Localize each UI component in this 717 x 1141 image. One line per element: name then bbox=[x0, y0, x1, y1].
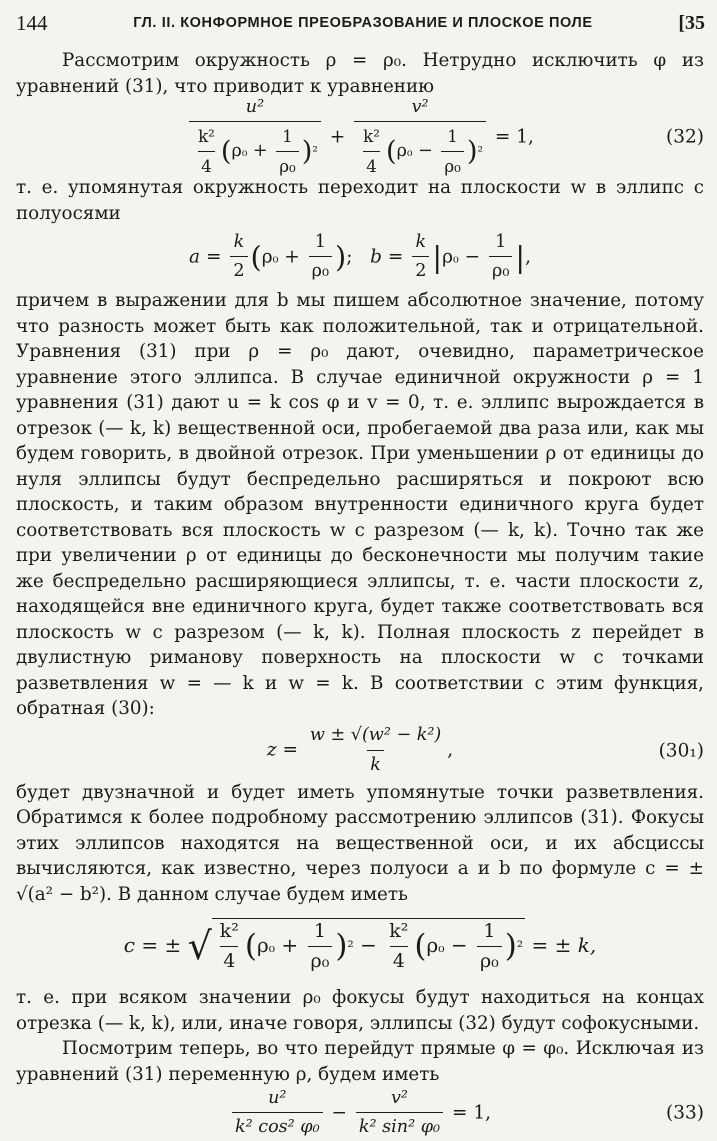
eq33-rhs: = 1, bbox=[451, 1102, 492, 1123]
running-header bbox=[16, 10, 705, 36]
equation-33: $\frac{\text{u²}}{\text{k² cos² φ₀}}$ − $\frac{\text{v²}}{\text{k² sin² φ₀}}$ = 1, (33) bbox=[16, 1087, 704, 1139]
equation-focus: c = ± √ $\frac{\text{k²}}{4}$ (ρ₀ + $\frac{1}{\text{ρ₀}}$ )² − $\frac{\text{k²}}{4}$ (ρ₀ − $\frac{1}{\text{ρ₀}}$ )² = ± k, bbox=[16, 907, 704, 985]
page-number: 144 bbox=[16, 10, 48, 35]
eq30-lhs: z = bbox=[266, 739, 298, 761]
eq32-rhs: = 1, bbox=[494, 126, 534, 147]
section-number: [35 bbox=[678, 11, 705, 34]
semiaxis-b-lhs: b = bbox=[370, 246, 404, 267]
eq32-numerator-2: v² bbox=[411, 96, 429, 117]
focus-lhs: c = ± bbox=[123, 933, 182, 957]
paragraph-3: причем в выражении для b мы пишем абсолютное значение, потому что разность может быть как положительной, так и отрицательной. Уравнения (31) при ρ = ρ₀ дают, очевидно, параметрическое уравнение этого эллипса. В случае единичной окружности ρ = 1 уравнения (31) дают u = k cos φ и v = 0, т. е. эллипс вырождается в отрезок (— k, k) вещественной оси, пробегаемой два раза или, как мы будем говорить, в двойной отрезок. При уменьшении ρ от единицы до нуля эллипсы будут беспредельно расширяться и покроют всю плоскость, и таким образом внутренности единичного круга будет соответствовать вся плоскость w с разрезом (— k, k). Точно так же при увеличении ρ от единицы до бесконечности мы получим такие же беспредельно расширяющиеся эллипсы, т. е. части плоскости z, находящейся вне единичного круга, будет также соответствовать вся плоскость w с разрезом (— k, k). Полная плоскость z перейдет в двулистную риманову поверхность на плоскости w с точками разветвления w = — k и w = k. В соответствии с этим функция, обратная (30): bbox=[16, 290, 704, 719]
equation-32-body: u² $\frac{\text{k²}}{4}$ (ρ₀ + $\frac{1}{\text{ρ₀}}$ )² + v² $\frac{\text{k²}}{4}$ (ρ₀ − $\frac{1}{\text{ρ₀}}$ )² = 1, bbox=[186, 95, 534, 180]
fraction-v: v² $\frac{\text{k²}}{4}$ (ρ₀ − $\frac{1}{\text{ρ₀}}$ )² bbox=[354, 95, 486, 180]
eq33-numerator-2: v² bbox=[391, 1087, 408, 1108]
equation-label-30-1: (30₁) bbox=[658, 739, 704, 761]
equation-label-33: (33) bbox=[666, 1102, 704, 1124]
equation-label-32: (32) bbox=[666, 126, 704, 148]
equation-30-1: z = $\frac{\text{w ± √(w² − k²)}}{k}$ , (30₁) bbox=[16, 722, 704, 780]
eq33-numerator-1: u² bbox=[268, 1087, 287, 1108]
paragraph-1: Рассмотрим окружность ρ = ρ₀. Нетрудно исключить φ из уравнений (31), что приводит к уравнению bbox=[16, 50, 704, 97]
equation-semiaxes: a = $\frac{k}{2}$ (ρ₀ + $\frac{1}{\text{ρ₀}}$ ); b = $\frac{k}{2}$ |ρ₀ − $\frac{1}{\text{ρ₀}}$ |, bbox=[16, 226, 704, 288]
paragraph-4: будет двузначной и будет иметь упомянутые точки разветвления. Обратимся к более подробному рассмотрению эллипсов (31). Фокусы этих эллипсов находятся на вещественной оси, и их абсциссы вычисляются, как известно, через полуоси a и b по формуле c = ± √(a² − b²). В данном случае будем иметь bbox=[16, 781, 704, 905]
eq30-numerator: w ± √(w² − k²) bbox=[309, 725, 442, 745]
paragraph-5: т. е. при всяком значении ρ₀ фокусы будут находиться на концах отрезка (— k, k), или, иначе говоря, эллипсы (32) будут софокусными. bbox=[16, 987, 704, 1034]
page-body bbox=[16, 48, 704, 1139]
paragraph-2: т. е. упомянутая окружность переходит на плоскости w в эллипс с полуосями bbox=[16, 177, 704, 224]
eq32-numerator-1: u² bbox=[245, 96, 265, 117]
running-title: ГЛ. II. КОНФОРМНОЕ ПРЕОБРАЗОВАНИЕ И ПЛОСКОЕ ПОЛЕ bbox=[133, 15, 593, 31]
equation-32 bbox=[16, 96, 704, 176]
eq33-denominator-2: k² sin² φ₀ bbox=[358, 1117, 441, 1137]
paragraph-6: Посмотрим теперь, во что перейдут прямые φ = φ₀. Исключая из уравнений (31) переменную ρ, будем иметь bbox=[16, 1038, 704, 1085]
eq30-denominator: k bbox=[370, 754, 381, 775]
eq33-denominator-1: k² cos² φ₀ bbox=[234, 1117, 320, 1137]
focus-radicand: $\frac{\text{k²}}{4}$ (ρ₀ + $\frac{1}{\text{ρ₀}}$ )² − $\frac{\text{k²}}{4}$ (ρ₀ − $\frac{1}{\text{ρ₀}}$ )² bbox=[212, 918, 525, 974]
focus-rhs: = ± k, bbox=[531, 933, 597, 957]
fraction-u: u² $\frac{\text{k²}}{4}$ (ρ₀ + $\frac{1}{\text{ρ₀}}$ )² bbox=[189, 95, 321, 180]
semiaxis-a-lhs: a = bbox=[189, 246, 222, 267]
